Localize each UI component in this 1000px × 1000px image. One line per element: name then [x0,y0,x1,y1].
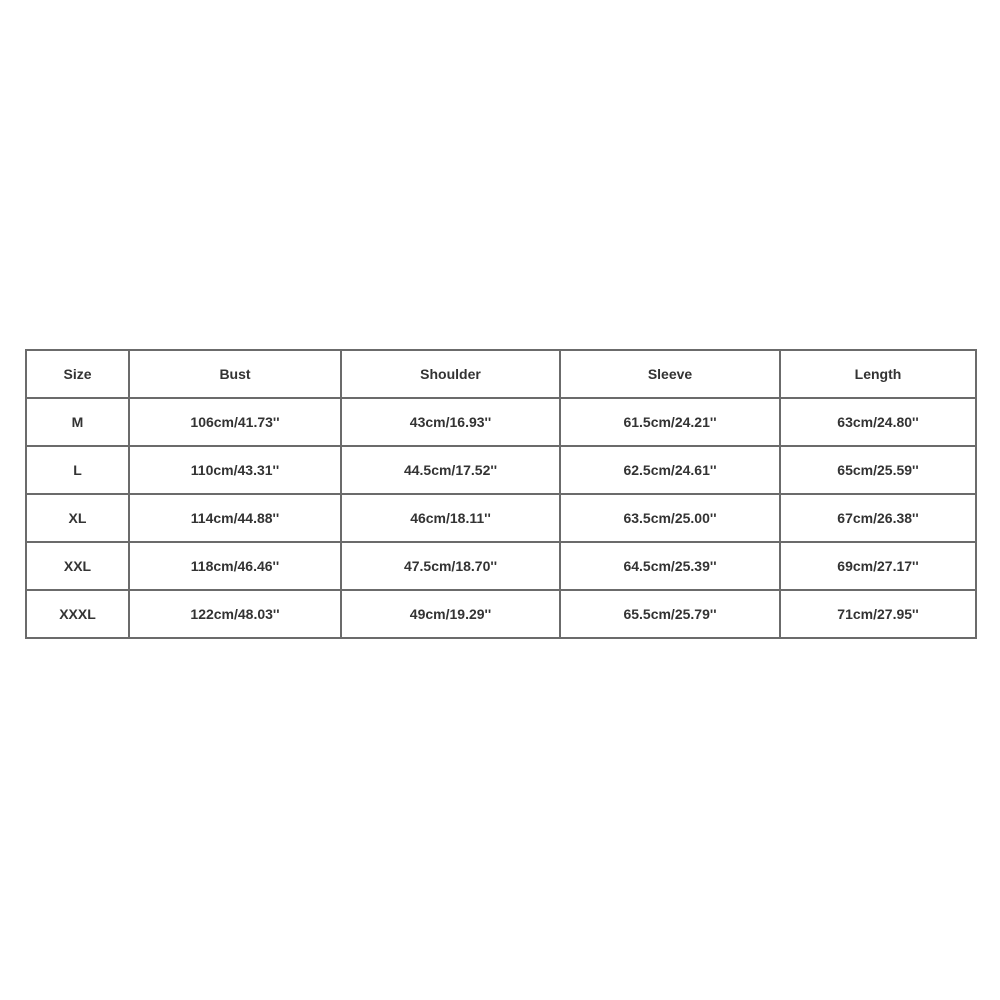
bust-cell: 106cm/41.73'' [129,398,341,446]
table-row [26,398,976,446]
length-cell: 71cm/27.95'' [780,590,976,638]
size-cell: M [26,398,129,446]
table-row [26,542,976,590]
header-cell-sleeve: Sleeve [560,350,780,398]
shoulder-cell: 44.5cm/17.52'' [341,446,560,494]
shoulder-cell: 49cm/19.29'' [341,590,560,638]
bust-cell: 114cm/44.88'' [129,494,341,542]
length-cell: 65cm/25.59'' [780,446,976,494]
bust-cell: 122cm/48.03'' [129,590,341,638]
shoulder-cell: 47.5cm/18.70'' [341,542,560,590]
sleeve-cell: 63.5cm/25.00'' [560,494,780,542]
size-cell: L [26,446,129,494]
bust-cell: 118cm/46.46'' [129,542,341,590]
table-row [26,590,976,638]
length-cell: 67cm/26.38'' [780,494,976,542]
bust-cell: 110cm/43.31'' [129,446,341,494]
header-cell-bust: Bust [129,350,341,398]
sleeve-cell: 64.5cm/25.39'' [560,542,780,590]
size-cell: XXXL [26,590,129,638]
header-cell-size: Size [26,350,129,398]
size-chart-table [25,349,977,639]
sleeve-cell: 65.5cm/25.79'' [560,590,780,638]
length-cell: 63cm/24.80'' [780,398,976,446]
sleeve-cell: 62.5cm/24.61'' [560,446,780,494]
header-cell-shoulder: Shoulder [341,350,560,398]
table-row [26,494,976,542]
header-cell-length: Length [780,350,976,398]
size-cell: XL [26,494,129,542]
size-cell: XXL [26,542,129,590]
shoulder-cell: 46cm/18.11'' [341,494,560,542]
shoulder-cell: 43cm/16.93'' [341,398,560,446]
header-row [26,350,976,398]
sleeve-cell: 61.5cm/24.21'' [560,398,780,446]
length-cell: 69cm/27.17'' [780,542,976,590]
table-row [26,446,976,494]
